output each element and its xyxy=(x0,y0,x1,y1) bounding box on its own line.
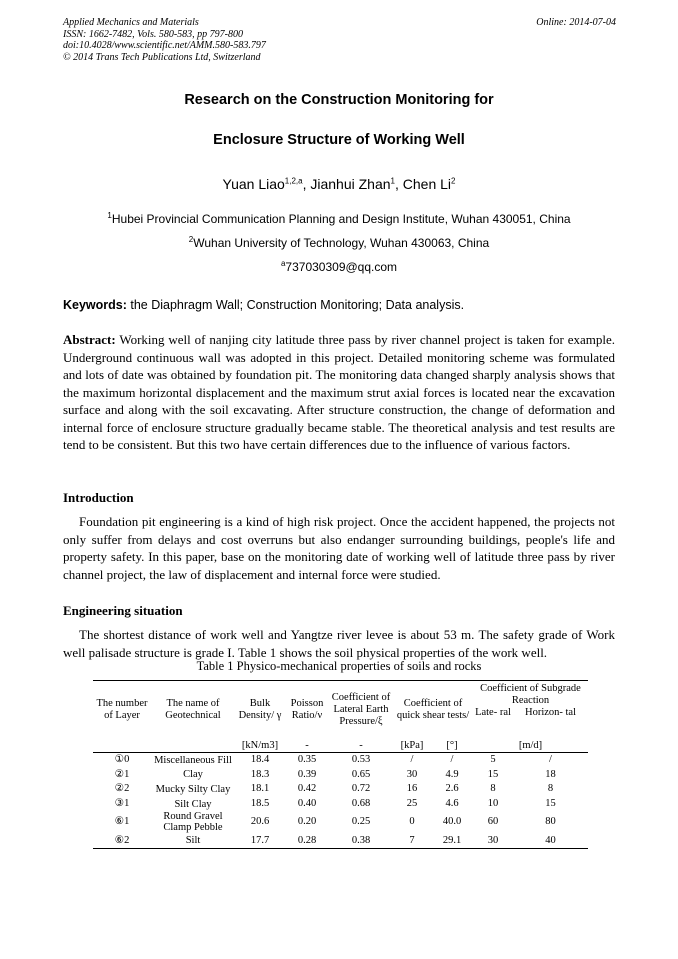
keywords-label: Keywords: xyxy=(63,298,127,312)
unit-phi: [°] xyxy=(431,739,473,753)
email-text: 737030309@qq.com xyxy=(285,260,398,274)
cell-density: 18.1 xyxy=(250,783,270,795)
cell-phi: 4.6 xyxy=(445,798,459,810)
author-superscript: 1,2,a xyxy=(284,176,303,186)
col-header-sub-horizontal: Horizon- tal xyxy=(524,707,577,718)
unit-c: [kPa] xyxy=(393,739,431,753)
abstract-text: Working well of nanjing city latitude three pass by river channel project is taken for example. Underground continuous wall was adopted in this project. Detailed monitoring scheme was formulated and lots of date was obtained by foundation pit. The monitoring data changed sharply analysis shows that the maximum horizontal displacement and the maximum strut axial forces is located near the excavation surface and along with the soil excavating. After structure construction, the change of deformation and internal force of enclosure structure gradually became stable. The theoretical analysis and test results are tend to be consistent. But this two have certain differences due to the influence of various factors. xyxy=(63,332,615,452)
col-header-density: Bulk Density/ γ xyxy=(238,698,282,721)
keywords xyxy=(63,297,615,315)
table-caption: Table 1 Physico-mechanical properties of soils and rocks xyxy=(196,659,482,673)
cell-lateral-reaction: 30 xyxy=(487,834,499,846)
cell-density: 18.4 xyxy=(250,754,270,766)
cell-layer: ②2 xyxy=(114,783,130,795)
cell-density: 18.3 xyxy=(250,768,270,780)
col-header-shear: Coefficient of quick shear tests/ xyxy=(396,698,470,721)
author-name: , Jianhui Zhan xyxy=(302,176,391,192)
cell-lateral-reaction: 60 xyxy=(487,816,499,828)
unit-cell xyxy=(93,739,151,753)
cell-horizontal-reaction: 18 xyxy=(545,768,556,780)
col-header-sub-lateral: Late- ral xyxy=(475,707,511,718)
table-body xyxy=(93,753,588,849)
table-row xyxy=(93,833,588,848)
col-header-name: The name of Geotechnical xyxy=(165,698,221,721)
abstract-label: Abstract: xyxy=(63,332,116,347)
affiliation-text: Hubei Provincial Communication Planning and Design Institute, Wuhan 430051, China xyxy=(111,212,571,226)
cell-poisson: 0.39 xyxy=(297,768,317,780)
cell-layer: ③1 xyxy=(114,798,130,810)
cell-horizontal-reaction: / xyxy=(549,754,552,766)
author-email xyxy=(0,260,678,274)
cell-layer: ②1 xyxy=(114,768,130,780)
engineering-text: The shortest distance of work well and Yangtze river levee is about 53 m. The safety grade of Work well palisade structure is grade I. Table 1 shows the soil physical properties of the work well. xyxy=(63,627,615,660)
cell-phi: 2.6 xyxy=(445,783,459,795)
cell-density: 18.5 xyxy=(250,798,270,810)
cell-c: 0 xyxy=(409,816,415,828)
cell-lateral-reaction: 15 xyxy=(487,768,499,780)
table-header-row xyxy=(93,681,588,708)
abstract xyxy=(63,331,615,454)
unit-lateral: - xyxy=(329,739,393,753)
cell-horizontal-reaction: 8 xyxy=(547,783,554,795)
cell-layer: ⑥1 xyxy=(114,816,130,828)
issn-line: ISSN: 1662-7482, Vols. 580-583, pp 797-800 xyxy=(63,28,243,40)
author-name: Yuan Liao xyxy=(222,176,285,192)
author-name: , Chen Li xyxy=(395,176,452,192)
cell-horizontal-reaction: 15 xyxy=(545,798,556,810)
cell-poisson: 0.40 xyxy=(297,798,317,810)
journal-name: Applied Mechanics and Materials xyxy=(63,17,199,28)
cell-lateral: 0.25 xyxy=(351,816,371,828)
cell-c: 7 xyxy=(409,834,415,846)
cell-lateral-reaction: 5 xyxy=(490,754,496,766)
online-date: Online: 2014-07-04 xyxy=(536,17,616,28)
table-row xyxy=(93,782,588,797)
table-row xyxy=(93,797,588,812)
cell-name: Silt xyxy=(185,835,201,847)
cell-c: 16 xyxy=(406,783,418,795)
doi-line: doi:10.4028/www.scientific.net/AMM.580-583.797 xyxy=(63,40,266,51)
cell-density: 17.7 xyxy=(250,834,270,846)
cell-density: 20.6 xyxy=(250,816,270,828)
affiliation-1 xyxy=(0,212,678,226)
author-list xyxy=(0,176,678,192)
cell-poisson: 0.28 xyxy=(297,834,317,846)
cell-poisson: 0.20 xyxy=(297,816,317,828)
cell-phi: 29.1 xyxy=(442,834,462,846)
col-header-poisson: Poisson Ratio/ν xyxy=(290,698,324,721)
author-superscript: 1 xyxy=(390,176,395,186)
cell-name: Silt Clay xyxy=(174,798,212,810)
unit-density: [kN/m3] xyxy=(235,739,285,753)
cell-phi: 40.0 xyxy=(442,816,462,828)
unit-cell xyxy=(151,739,235,753)
cell-horizontal-reaction: 80 xyxy=(545,816,556,828)
affiliation-2 xyxy=(0,236,678,250)
author-superscript: 2 xyxy=(451,176,456,186)
cell-phi: 4.9 xyxy=(445,768,459,780)
keywords-text: the Diaphragm Wall; Construction Monitoring; Data analysis. xyxy=(126,298,465,312)
paper-title-line-1: Research on the Construction Monitoring for xyxy=(184,92,494,108)
properties-table xyxy=(93,680,588,849)
cell-layer: ⑥2 xyxy=(114,834,130,846)
cell-lateral: 0.68 xyxy=(351,798,371,810)
cell-lateral: 0.53 xyxy=(351,754,371,766)
paper-title-line-2: Enclosure Structure of Working Well xyxy=(213,132,465,148)
affiliation-superscript: 1 xyxy=(107,211,112,220)
email-superscript: a xyxy=(280,259,286,268)
cell-name: Mucky Silty Clay xyxy=(155,783,231,795)
cell-name: Miscellaneous Fill xyxy=(154,754,232,766)
cell-horizontal-reaction: 40 xyxy=(545,834,556,846)
table-row xyxy=(93,811,588,833)
unit-poisson: - xyxy=(285,739,329,753)
unit-subgrade: [m/d] xyxy=(473,739,588,753)
col-header-subgrade: Coefficient of Subgrade Reaction xyxy=(480,683,581,706)
copyright-line: © 2014 Trans Tech Publications Ltd, Switzerland xyxy=(63,51,261,63)
col-header-lateral: Coefficient of Lateral Earth Pressure/ξ xyxy=(331,692,391,727)
engineering-heading: Engineering situation xyxy=(63,603,183,618)
table-row xyxy=(93,768,588,783)
cell-poisson: 0.42 xyxy=(297,783,317,795)
cell-lateral: 0.72 xyxy=(351,783,371,795)
cell-c: / xyxy=(410,754,414,766)
cell-lateral: 0.38 xyxy=(351,834,371,846)
cell-lateral-reaction: 8 xyxy=(490,783,496,795)
affiliation-text: Wuhan University of Technology, Wuhan 430063, China xyxy=(193,236,490,250)
affiliation-superscript: 2 xyxy=(188,235,194,244)
table-row xyxy=(93,753,588,768)
cell-c: 25 xyxy=(406,798,418,810)
cell-poisson: 0.35 xyxy=(297,754,317,766)
cell-name: Clay xyxy=(183,769,203,781)
journal-header xyxy=(63,17,266,63)
cell-c: 30 xyxy=(406,768,418,780)
cell-lateral: 0.65 xyxy=(351,768,371,780)
cell-lateral-reaction: 10 xyxy=(487,798,499,810)
col-header-layer: The number of Layer xyxy=(96,698,148,721)
table-units-row xyxy=(93,739,588,753)
cell-layer: ①0 xyxy=(114,754,130,766)
cell-phi: / xyxy=(450,754,454,766)
cell-name: Round Gravel Clamp Pebble xyxy=(163,811,223,834)
introduction-heading: Introduction xyxy=(63,490,134,505)
introduction-text: Foundation pit engineering is a kind of high risk project. Once the accident happened, the projects not only suffer from delays and cost overruns but also endanger surrounding buildings, people's life and property safety. In this paper, base on the monitoring date of working well of latitude three pass by river channel project, the law of displacement and internal force were studied. xyxy=(63,514,615,582)
